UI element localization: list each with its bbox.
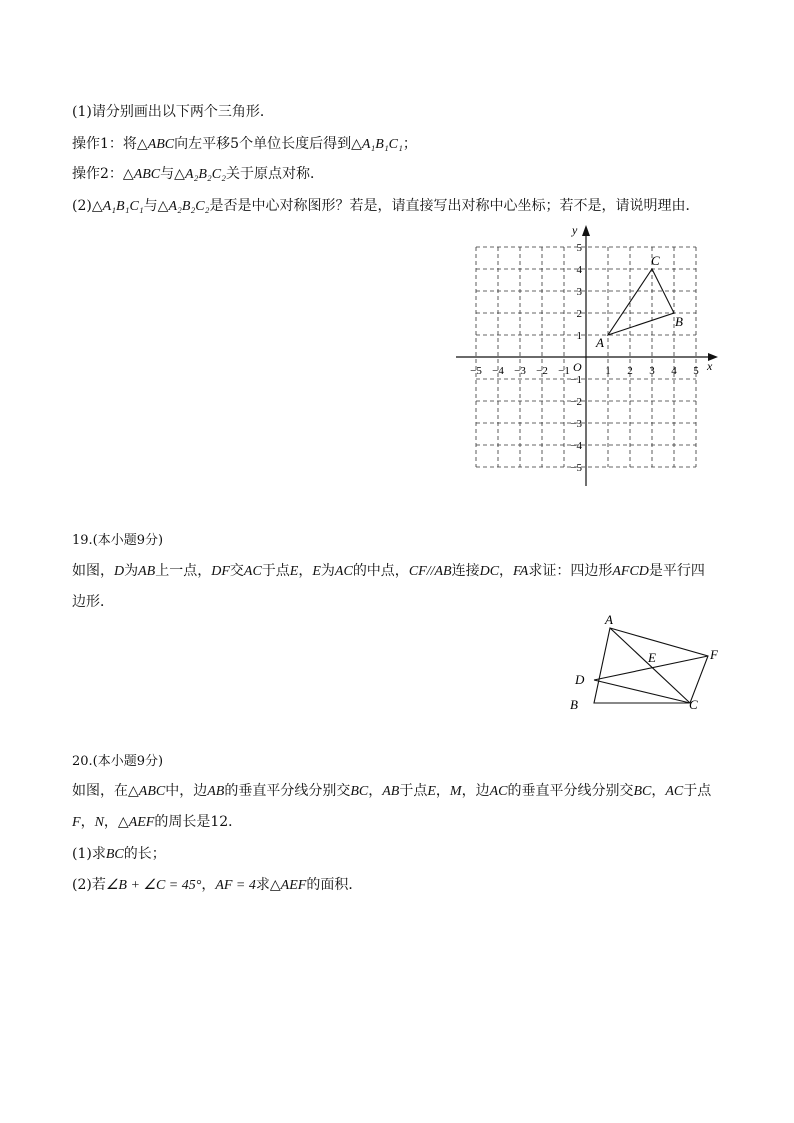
q18-op2-label: 操作2： <box>72 166 123 182</box>
q20-var-ac: AC <box>665 784 684 799</box>
q19-text: 是平行四 <box>648 563 705 579</box>
y-axis-label: y <box>572 223 578 237</box>
q20-var-bc: BC <box>105 847 124 862</box>
q19-var-e: E <box>312 564 321 579</box>
q20-part2-label: (2) <box>72 877 92 893</box>
x-tick-label: 4 <box>671 365 677 377</box>
y-tick-label: 1 <box>576 330 582 342</box>
q20-var-ab: AB <box>207 784 225 799</box>
q20-text: 中，边 <box>165 783 208 799</box>
q18-part1-label: (1) <box>72 104 92 120</box>
q18-op2-text-a: △ <box>122 166 134 182</box>
q19-text: 求证：四边形 <box>528 563 613 579</box>
q20-var-bc: BC <box>350 784 369 799</box>
q19-text: 上一点， <box>155 563 212 579</box>
q19-var-fa: FA <box>513 564 529 579</box>
q18-op1 <box>72 134 417 155</box>
x-axis-label: x <box>707 359 713 373</box>
q18-part2-text-a: △ <box>91 198 103 214</box>
y-tick-label: 3 <box>576 286 582 298</box>
q20-var-bc: BC <box>633 784 652 799</box>
q18-part2-text-c: 是否是中心对称图形？若是，请直接写出对称中心坐标；若不是，请说明理由． <box>209 198 700 214</box>
q20-text: 的垂直平分线分别交 <box>507 783 634 799</box>
segment-dc <box>594 680 690 703</box>
q19-header: 19.(本小题9分) <box>72 533 164 548</box>
y-tick-label: −2 <box>570 396 582 408</box>
q18-op2-text-b: 与△ <box>160 166 185 182</box>
q20-var-abc: ABC <box>138 784 166 799</box>
y-tick-label: −3 <box>570 418 582 430</box>
q19-text: 为 <box>320 563 335 579</box>
q20-header: 20.(本小题9分) <box>72 754 164 769</box>
q18-part2-label: (2) <box>72 198 92 214</box>
label-c: C <box>689 697 698 712</box>
q19-text: ， <box>499 563 514 579</box>
q20-text: 于点 <box>683 783 712 799</box>
q19-var-d: D <box>114 564 125 579</box>
x-tick-label: −4 <box>492 365 504 377</box>
q20-text: ， <box>201 877 216 893</box>
y-tick-label: −4 <box>570 440 582 452</box>
q19-var-dc: DC <box>479 564 500 579</box>
triangle-abc <box>608 269 674 335</box>
label-a: A <box>605 614 613 627</box>
q19-text: 连接 <box>451 563 480 579</box>
x-tick-label: −5 <box>470 365 482 377</box>
q19-text: 的中点， <box>352 563 409 579</box>
q20-text: 求△ <box>255 877 281 893</box>
q19-var-afcd: AFCD <box>612 564 649 579</box>
q20-part1 <box>72 844 166 865</box>
x-tick-label: −2 <box>536 365 548 377</box>
q20-var-e: E <box>427 784 436 799</box>
q19-var-df: DF <box>211 564 230 579</box>
q20-var-ab: AB <box>382 784 400 799</box>
q19-line2: 边形． <box>72 594 114 610</box>
q20-var-m: M <box>449 784 462 799</box>
q18-part2-a1b1c1: A₁B₁C₁ <box>102 199 144 214</box>
y-tick-label: 2 <box>576 308 582 320</box>
label-b: B <box>570 697 578 712</box>
q18-op1-abc: ABC <box>147 137 175 152</box>
q19-text: 于点 <box>261 563 290 579</box>
vertex-label-b: B <box>675 314 683 329</box>
y-tick-label: 4 <box>576 264 582 276</box>
q18-part1 <box>72 102 274 122</box>
q18-part2-a2b2c2: A₂B₂C₂ <box>168 199 210 214</box>
q20-text: ，边 <box>461 783 490 799</box>
q18-op1-text-a: 将△ <box>122 136 148 152</box>
q20-text: 求 <box>91 846 106 862</box>
q20-text: ． <box>228 814 243 830</box>
q20-var-ac: AC <box>489 784 508 799</box>
vertex-label-c: C <box>651 253 660 268</box>
y-tick-label: 5 <box>576 242 582 254</box>
q19-var-e: E <box>289 564 299 579</box>
quad-abcf <box>594 628 708 703</box>
y-tick-labels <box>570 242 582 474</box>
q20-angle-equation: ∠B + ∠C = 45° <box>105 878 202 893</box>
vertex-label-a: A <box>596 335 604 350</box>
label-f: F <box>710 647 718 662</box>
x-tick-label: 2 <box>627 365 633 377</box>
x-tick-label: 3 <box>649 365 655 377</box>
q20-af-equation: AF = 4 <box>215 878 256 893</box>
x-tick-labels <box>470 365 699 377</box>
q18-part2-text-b: 与△ <box>143 198 169 214</box>
q20-num-12: 12 <box>210 814 229 830</box>
q19-text: 交 <box>229 563 244 579</box>
y-tick-label: −1 <box>570 374 582 386</box>
q18-op1-label: 操作1： <box>72 136 123 152</box>
label-d: D <box>575 672 585 687</box>
x-tick-label: 1 <box>605 365 611 377</box>
q18-op1-a1b1c1: A₁B₁C₁ <box>361 137 403 152</box>
q19-var-ac: AC <box>243 564 262 579</box>
q18-op2-abc: ABC <box>133 167 161 182</box>
q18-op2-a2b2c2: A₂B₂C₂ <box>184 167 226 182</box>
q20-text: ， <box>435 783 450 799</box>
q20-text: 的面积． <box>306 877 363 893</box>
q18-op1-text-b: 向左平移5个单位长度后得到△ <box>174 136 362 152</box>
y-tick-label: −5 <box>570 462 582 474</box>
q20-text: 于点 <box>399 783 428 799</box>
q20-var-aef: AEF <box>280 878 307 893</box>
q18-part2 <box>72 196 700 217</box>
label-e: E <box>648 650 656 665</box>
q19-var-ac: AC <box>334 564 353 579</box>
coordinate-grid-figure <box>452 222 724 492</box>
q18-part1-text: 请分别画出以下两个三角形． <box>91 104 274 120</box>
q20-text: 的垂直平分线分别交 <box>224 783 351 799</box>
parallelogram-figure <box>562 614 732 718</box>
q20-var-aef: AEF <box>128 815 155 830</box>
q20-text: ， <box>368 783 383 799</box>
x-tick-label: −1 <box>558 365 570 377</box>
y-axis-arrow <box>582 225 590 236</box>
q19-line1 <box>72 561 705 582</box>
x-tick-label: 5 <box>693 365 699 377</box>
q19-var-ab: AB <box>138 564 156 579</box>
q20-part2 <box>72 875 362 896</box>
q20-text: ， <box>651 783 666 799</box>
q19-text: 为 <box>124 563 139 579</box>
q20-part1-label: (1) <box>72 846 92 862</box>
q20-text: 若 <box>91 877 106 893</box>
q20-text: ， <box>80 814 95 830</box>
q20-text: 的周长是 <box>154 814 211 830</box>
x-tick-label: −3 <box>514 365 526 377</box>
q20-line1 <box>72 781 711 802</box>
q20-text: 如图，在△ <box>72 783 139 799</box>
q18-op2-text-c: 关于原点对称． <box>225 166 324 182</box>
origin-label: O <box>573 360 582 374</box>
q20-var-f: F <box>72 815 81 830</box>
q20-line2 <box>72 812 242 833</box>
q18-op2 <box>72 164 324 185</box>
q20-var-n: N <box>94 815 104 830</box>
q20-text: ，△ <box>103 814 129 830</box>
q19-text: 如图， <box>72 563 114 579</box>
q19-var-cf-ab: CF//AB <box>408 564 452 579</box>
q20-text: 的长； <box>123 846 166 862</box>
q18-op1-end: ； <box>402 136 417 152</box>
q19-text: ， <box>298 563 313 579</box>
